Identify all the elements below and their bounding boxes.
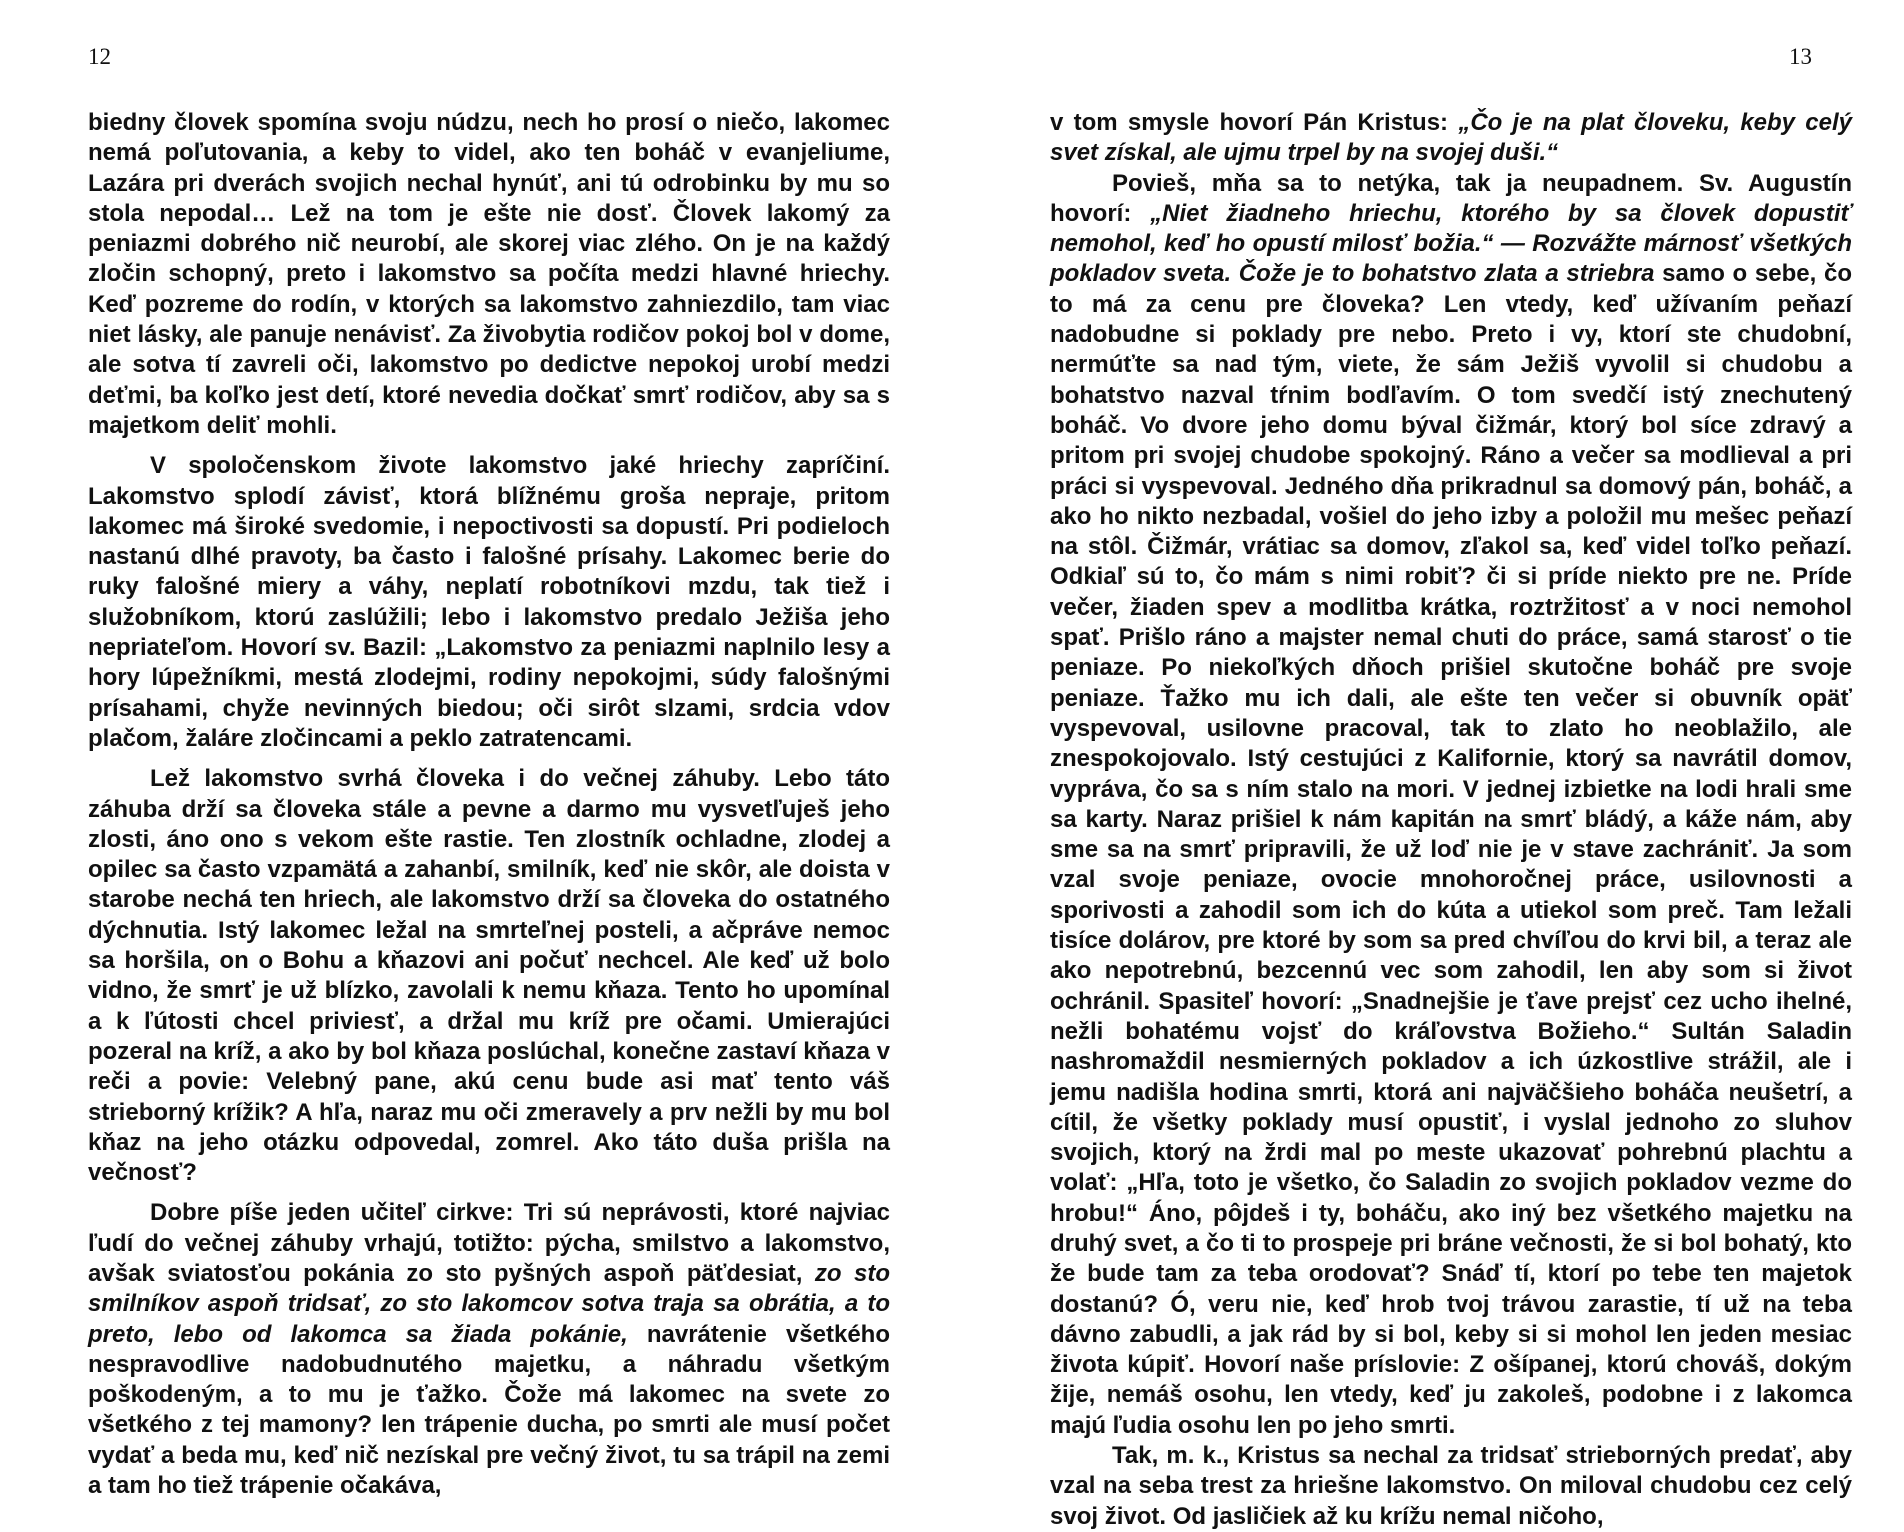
italic-segment: „Čo je na plat človeku, keby celý svet získal, ale ujmu trpel by na svojej duši.“ xyxy=(1050,109,1852,167)
text-segment: Povieš, mňa sa to netýka, tak ja neupadnem. Sv. Augustín hovorí: xyxy=(1050,169,1852,227)
text-segment: samo o sebe, čo to má za cenu pre človeka? Len vtedy, keď užívaním peňazí nadobudne si poklady pre nebo. Preto i vy, ktorí ste chudobní, nermúťte sa nad tým, viete, že sám Ježiš vyvolil si chudobu a bohatstvo nazval tŕnim bodľavím. O tom svedčí istý znechutený boháč. Vo dvore jeho domu býval čižmár, ktorý bol síce zdravý a pritom pri svojej chudobe spokojný. Ráno a večer sa modlieval a pri práci si vyspevoval. Jedného dňa prikradnul sa domový pán, boháč, a ako ho nikto nezbadal, vošiel do jeho izby a položil mu mešec peňazí na stôl. Čižmár, vrátiac sa domov, zľakol sa, keď videl toľko peňazí. Odkiaľ sú to, čo mám s nimi robiť? či si príde niekto pre ne. Príde večer, žiaden spev a modlitba krátka, roztržitosť a v noci nemohol spať. Prišlo ráno a majster nemal chuti do práce, samá starosť o tie peniaze. Po niekoľkých dňoch prišiel skutočne boháč pre svoje peniaze. Ťažko mu ich dali, ale ešte ten večer si obuvník opäť vyspevoval, usilovne pracoval, tak to zlato ho neoblažilo, ale znespokojovalo. Istý cestujúci z Kalifornie, ktorý sa navrátil domov, vypráva, čo sa s ním stalo na mori. V jednej izbietke na lodi hrali sme sa karty. Naraz prišiel k nám kapitán na smrť bládý, a káže nám, aby sme sa na smrť pripravili, že už loď nie je v stave zachrániť. Ja som vzal svoje peniaze, ovocie mnohoročnej práce, usilovnosti a sporivosti a zahodil som ich do kúta a utiekol som preč. Tam ležali tisíce dolárov, pre ktoré by som sa pred chvíľou do krvi bil, a teraz ale ako nepotrebnú, bezcennú vec som zahodil, len aby som si život ochránil. Spasiteľ hovorí: „Snadnejšie je ťave prejsť cez ucho ihelné, nežli bohatému vojsť do kráľovstva Božieho.“ Sultán Saladin nashromaždil nesmierných pokladov a ich úzkostlive strážil, ale i jemu nadišla hodina smrti, ktorá ani najväčšieho boháča neušetrí, a cítil, že všetky poklady musí opustiť, i vyslal jednoho zo sluhov svojich, ktorý na žrdi mal po meste ukazovať pohrebnú plachtu a volať: „Hľa, toto je všetko, čo Saladin zo svojich pokladov vezme do hrobu!“ Áno, pôjdeš i ty, boháču, ako iný bez všetkého majetku na druhý svet, a čo ti to prospeje pri bráne večnosti, že si bol bohatý, kto že bude tam za teba orodovať? Snáď tí, ktorí po tebe ten majetok dostanú? Ó, veru nie, keď hrob tvoj trávou zarastie, tí už na teba dávno zabudli, a jak rád by si bol, keby si si mohol len jeden mesiac života kúpiť. Hovorí naše príslovie: Z ošípanej, ktorú chováš, dokým žije, nemáš osohu, len vtedy, keď ju zakoleš, podobne i z lakomca majú ľudia osohu len po jeho smrti. xyxy=(1050,260,1852,1439)
right-page-text xyxy=(1050,108,1852,1532)
text-segment: biedny človek spomína svoju núdzu, nech ho prosí o niečo, lakomec nemá poľutovania, a keby to videl, ako ten boháč v evanjeliume, Lazára pri dverách svojich nechal hynúť, ani tú odrobinku by mu so stola nepodal… Lež na tom je ešte nie dosť. Človek lakomý za peniazmi dobrého nič neurobí, ale skorej viac zlého. On je na každý zločin schopný, preto i lakomstvo sa počíta medzi hlavné hriechy. Keď pozreme do rodín, v ktorých sa lakomstvo zahniezdilo, tam viac niet lásky, ale panuje nenávisť. Za živobytia rodičov pokoj bol v dome, ale sotva tí zavreli oči, lakomstvo po dedictve nepokoj urobí medzi deťmi, ba koľko jest detí, ktoré nevedia dočkať smrť rodičov, aby sa s majetkom deliť mohli. xyxy=(88,109,890,439)
text-segment: Tak, m. k., Kristus sa nechal za tridsať strieborných predať, aby vzal na seba trest za hriešne lakomstvo. On miloval chudobu cez celý svoj život. Od jasličiek až ku krížu nemal ničoho, xyxy=(1050,1442,1852,1530)
right-page xyxy=(952,0,1904,1530)
paragraph xyxy=(88,451,890,754)
text-segment: V spoločenskom živote lakomstvo jaké hriechy zapríčiní. Lakomstvo splodí závisť, ktorá blížnému groša nepraje, pritom lakomec má široké svedomie, i nepoctivosti sa dopustí. Pri podieloch nastanú dlhé pravoty, ba často i falošné prísahy. Lakomec berie do ruky falošné miery a váhy, neplatí robotníkovi mzdu, tak tiež i služobníkom, ktorú zaslúžili; lebo i lakomstvo predalo Ježiša jeho nepriateľom. Hovorí sv. Bazil: „Lakomstvo za peniazmi naplnilo lesy a hory lúpežníkmi, mestá zlodejmi, rodiny nepokojmi, súdy falošnými prísahami, chyže nevinných biedou; oči sirôt slzami, srdcia vdov plačom, žaláre zločincami a peklo zatratencami. xyxy=(88,452,890,752)
left-page-text xyxy=(88,108,890,1501)
left-page xyxy=(0,0,952,1500)
paragraph xyxy=(1050,108,1852,169)
text-segment: Lež lakomstvo svrhá človeka i do večnej záhuby. Lebo táto záhuba drží sa človeka stále a pevne a darmo mu vysvetľuješ jeho zlosti, áno ono s vekom ešte rastie. Ten zlostník ochladne, zlodej a opilec sa často vzpamätá a zahanbí, smilník, keď nie skôr, ale doista v starobe nechá ten hriech, ale lakomstvo drží sa človeka do ostatného dýchnutia. Istý lakomec ležal na smrteľnej posteli, a ačpráve nemoc sa horšila, on o Bohu a kňazovi ani počuť nechcel. Ale keď už bolo vidno, že smrť je už blízko, zavolali k nemu kňaza. Tento ho upomínal a k ľútosti chcel priviesť, a držal mu kríž pre očami. Umierajúci pozeral na kríž, a ako by bol kňaza poslúchal, konečne zastaví kňaza v reči a povie: Velebný pane, akú cenu bude asi mať tento váš strieborný krížik? A hľa, naraz mu oči zmeravely a prv nežli by mu bol kňaz na jeho otázku odpovedal, zomrel. Ako táto duša prišla na večnosť? xyxy=(88,765,890,1187)
italic-segment: zo sto smilníkov aspoň tridsať, zo sto lakomcov sotva traja sa obrátia, a to preto, lebo od lakomca sa žiada pokánie, xyxy=(88,1259,891,1348)
paragraph xyxy=(1050,169,1852,1441)
italic-segment: „Niet žiadneho hriechu, ktorého by sa človek dopustiť nemohol, keď ho opustí milosť božia.“ — Rozvážte márnosť všetkých pokladov sveta. Čože je to bohatstvo zlata a striebra xyxy=(1050,199,1853,288)
paragraph xyxy=(88,108,890,441)
text-segment: navrátenie všetkého nespravodlive nadobudnutého majetku, a náhradu všetkým poškodeným, a to mu je ťažko. Čože má lakomec na svete zo všetkého z tej mamony? len trápenie ducha, po smrti ale musí počet vydať a beda mu, keď nič nezískal pre večný život, tu sa trápil na zemi a tam ho tiež trápenie očakáva, xyxy=(88,1320,890,1500)
paragraph xyxy=(1050,1441,1852,1532)
page-number-left: 12 xyxy=(88,44,111,69)
page-number-right: 13 xyxy=(1789,44,1812,69)
paragraph xyxy=(88,764,890,1188)
text-segment: Dobre píše jeden učiteľ cirkve: Tri sú neprávosti, ktoré najviac ľudí do večnej záhuby vrhajú, totižto: pýcha, smilstvo a lakomstvo, avšak sviatosťou pokánia zo sto pyšných aspoň päťdesiat, xyxy=(88,1199,890,1287)
paragraph xyxy=(88,1198,890,1501)
text-segment: v tom smysle hovorí Pán Kristus: xyxy=(1050,109,1459,136)
